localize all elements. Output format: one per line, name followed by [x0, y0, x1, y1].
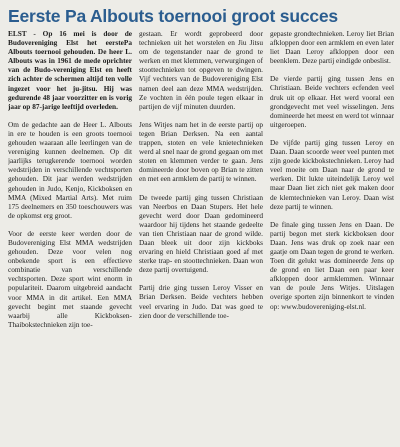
article-headline: Eerste Pa Albouts toernooi groot succes — [8, 6, 338, 26]
article-paragraph: De finale ging tussen Jens en Daan. De partij begon met sterk kickboksen door Daan. Jens was druk op zoek naar een gaatje om Daan tegen de grond te werken. Toen dit gelukt was domineerde Jens op de grond en liet Daan een paar keer afkloppen door armklemmen. Winnaar van de poule Jens Witjes. Uitslagen overige sporten zijn binnenkort te vinden op: www.budovereniging-elst.nl. — [270, 219, 394, 311]
article-lead-paragraph: ELST - Op 16 mei is door de Budovereniging Elst het eerstePa Albouts toernooi gehouden. De heer L. Albouts was in 1961 de mede oprichter van de Budo-vereniging Elst en heeft zich achter de schermen altijd ten volle ingezet voor het ju-jitsu. Hij was gedurende 48 jaar voorzitter en is vorig jaar op 87-jarige leeftijd overleden. — [8, 29, 132, 111]
article-column-3 — [270, 29, 394, 443]
article-paragraph: Partij drie ging tussen Leroy Visser en Brian Derksen. Beide vechters hebben veel ervaring in Judo. Dat was goed te zien door de verschillende toe- — [139, 283, 263, 320]
article-paragraph: De vierde partij ging tussen Jens en Christiaan. Beide vechters ecfenden veel druk uit op elkaar. Het werd vooral een grondgevecht met veel wisselingen. Jens domineerde het meest en werd tot winnaar uitgeroepen. — [270, 74, 394, 129]
article-paragraph: De tweede partij ging tussen Christiaan van Neerbos en Daan Stupers. Het hele gevecht werd door Daan gedomineerd waardoor hij tijdens het staande gedeelte van tien Christiaan naar de grond wilde. Daan bleek uit door zijn kickboks ervaring en hield Christiaan goed af met sterke trap- en stoottechnieken. Daan won deze partij overtuigend. — [139, 192, 263, 275]
article-paragraph: Voor de eerste keer werden door de Budovereniging Elst MMA wedstrijden gehouden. Deze voor velen nog onbekende sport is een effectieve combinatie van verschillende vechtsporten. Deze sport wint enorm in populariteit. Daarom uitgebreid aandacht voor MMA in dit artikel. Een MMA gevecht begint met staande gevecht waarbij alle Kickboksen-Thaibokstechnieken zijn toe- — [8, 228, 132, 329]
article-column-2 — [139, 29, 263, 443]
article-paragraph: Jens Witjes nam het in de eerste partij op tegen Brian Derksen. Na een aantal trappen, stoten en vele knietechnieken werd al snel naar de grond gegaan om met stoten en klemmen verder te gaan. Jens domineerde door boven op Brian te zitten en met een armklem de partij te winnen. — [139, 119, 263, 184]
article-paragraph: gestaan. Er wordt geprobeerd door technieken uit het worstelen en Jiu Jitsu om de tegenstander naar de grond te werken en met klemmen, verwurgingen of stoottechnieken tot opgeven te dwingen. Vijf vechters van de Budovereniging Elst namen deel aan deze MMA wedstrijden. Ze vochten in één poule tegen elkaar in partijen de vijf minuten duurden. — [139, 29, 263, 111]
article-paragraph: gepaste grondtechnieken. Leroy liet Brian afkloppen door een armklem en even later liet Daan Leroy afkloppen door een beenklem. Deze partij eindigde onbeslist. — [270, 29, 394, 66]
article-column-1 — [8, 29, 132, 443]
article-paragraph: De vijfde partij ging tussen Leroy en Daan. Daan scoorde weer veel punten met zijn goede kickbokstechnieken. Leroy had veel moeite om Daan naar de grond te werken. Dit lukte uiteindelijk Leroy wel maar Daan liet zich niet gek maken door de klemtechnieken van Leroy. Daan wist deze partij te winnen. — [270, 137, 394, 211]
article-paragraph: Om de gedachte aan de Heer L. Albouts in ere te houden is een groots toernooi gehouden waaraan alle leerlingen van de vereniging kunnen deelnemen. Op dit jaarlijks terugkerende toernooi worden wedstrijden in verschillende vechtsporten gehouden. Dit jaar werden wedstrijden gehouden in Judo, Kenjo, Kickboksen en MMA (Mixed Martial Arts). Met ruim 175 deelnemers en 350 toeschouwers was de opkomst erg groot. — [8, 119, 132, 220]
article-body — [8, 29, 394, 443]
